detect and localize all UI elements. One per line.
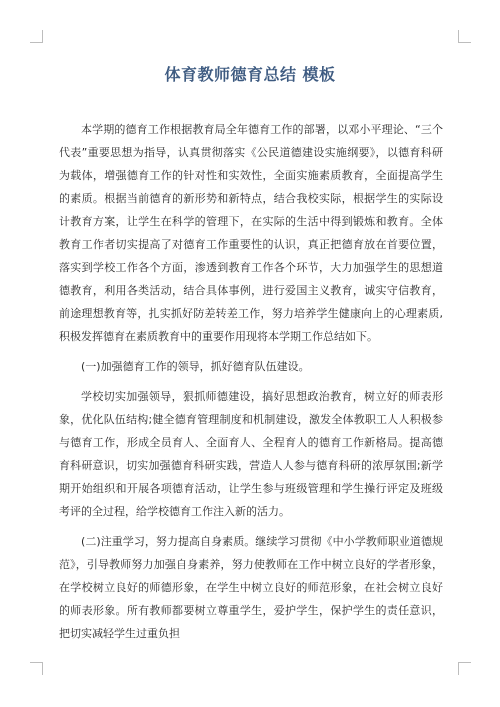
paragraph-section-1-body: 学校切实加强领导，狠抓师德建设，搞好思想政治教育，树立好的师表形象，优化队伍结构;健全德育管理制度和机制建设，激发全体教职工人人积极参与德育工作，形成全员育人、全面育人、全程育人的德育工作新格局。提高德育科研意识，切实加强德育科研实践，营造人人参与德育科研的浓厚氛围;新学期开始组织和开展各项德育活动，让学生参与班级管理和学生操行评定及班级考评的全过程，给学校德育工作注入新的活力。: [59, 390, 443, 518]
paragraph-section-1-heading: (一)加强德育工作的领导，抓好德育队伍建设。: [81, 360, 310, 373]
document-title: 体育教师德育总结 模板: [164, 65, 336, 84]
crop-mark-top-right: [458, 30, 471, 43]
paragraph-intro: 本学期的德育工作根据教育局全年德育工作的部署，以邓小平理论、“三个代表”重要思想为指导，认真贯彻落实《公民道德建设实施纲要》，以德育科研为载体，增强德育工作的针对性和实效性，全面实施素质教育，全面提高学生的素质。根据当前德育的新形势和新特点，结合我校实际，根据学生的实际设计教育方案，让学生在科学的管理下，在实际的生活中得到锻炼和教育。全体教育工作者切实提高了对德育工作重要性的认识，真正把德育放在首要位置，落实到学校工作各个方面，渗透到教育工作各个环节，大力加强学生的思想道德教育，利用各类活动，结合具体事例，进行爱国主义教育，诚实守信教育，前途理想教育等，扎实抓好防差转差工作，努力培养学生健康向上的心理素质,积极发挥德育在素质教育中的重要作用现将本学期工作总结如下。: [59, 123, 443, 343]
crop-mark-bottom-right: [458, 662, 471, 675]
crop-mark-bottom-left: [30, 662, 43, 675]
document-body: [59, 118, 443, 652]
paragraph-section-2: (二)注重学习，努力提高自身素质。继续学习贯彻《中小学教师职业道德规范》，引导教师努力加强自身素养，努力使教师在工作中树立良好的学者形象，在学校树立良好的师德形象，在学生中树立良好的师范形象，在社会树立良好的师表形象。所有教师都要树立尊重学生，爱护学生，保护学生的责任意识，把切实减轻学生过重负担: [59, 535, 443, 640]
crop-mark-top-left: [30, 30, 43, 43]
